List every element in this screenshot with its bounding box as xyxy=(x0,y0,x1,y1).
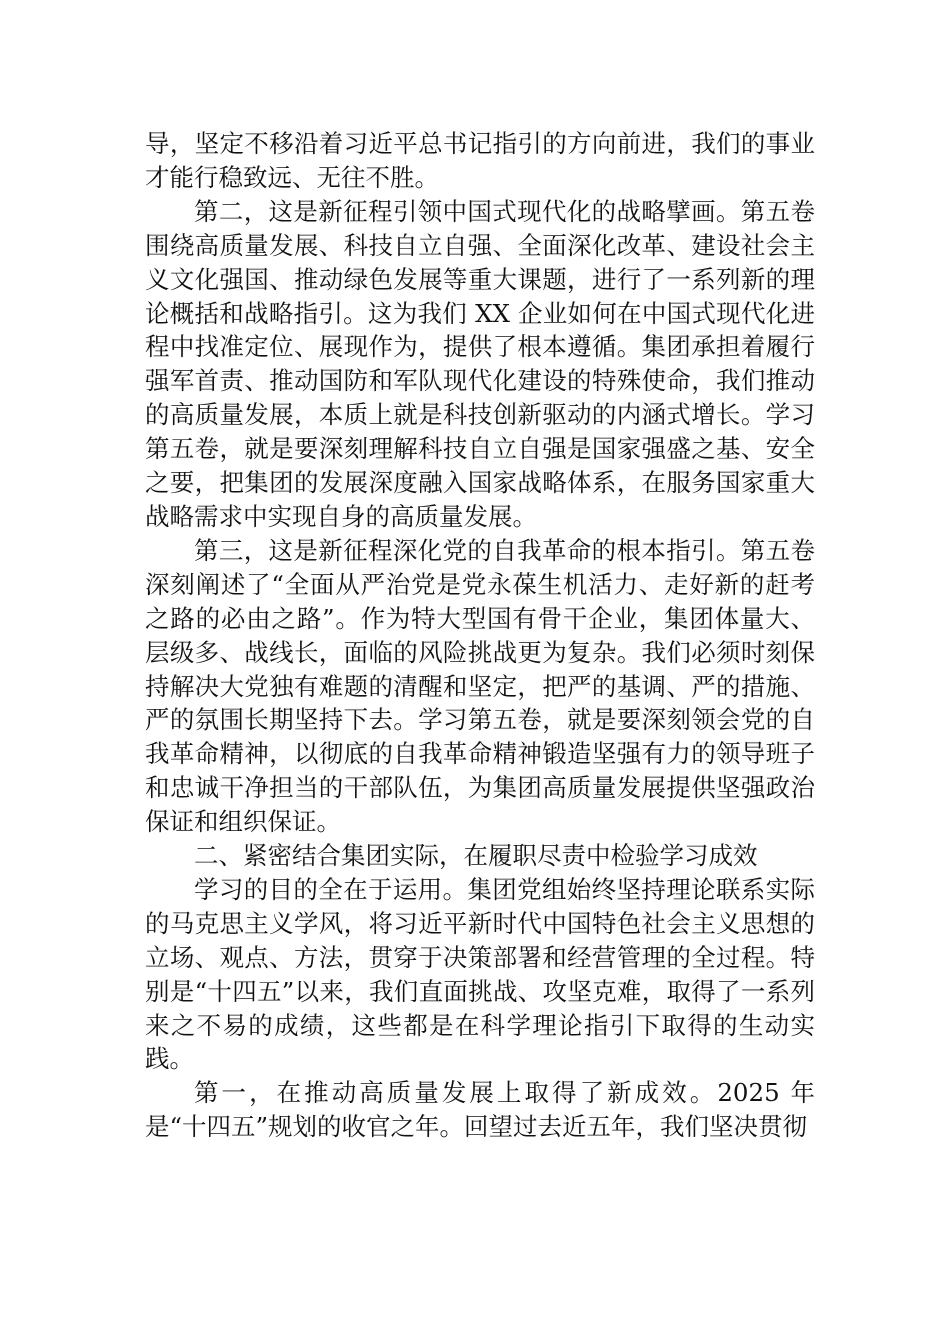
paragraph-first-achievement: 第一，在推动高质量发展上取得了新成效。2025 年是“十四五”规划的收官之年。回望过去近五年，我们坚决贯彻 xyxy=(145,1078,815,1142)
paragraph-continuation: 导，坚定不移沿着习近平总书记指引的方向前进，我们的事业才能行稳致远、无往不胜。 xyxy=(145,129,815,192)
section-heading: 二、紧密结合集团实际，在履职尽责中检验学习成效 xyxy=(194,841,758,871)
document-body xyxy=(145,127,815,1144)
paragraph-second-point: 第二，这是新征程引领中国式现代化的战略擘画。第五卷围绕高质量发展、科技自立自强、全面深化改革、建设社会主义文化强国、推动绿色发展等重大课题，进行了一系列新的理论概括和战略指引。这为我们 XX 企业如何在中国式现代化进程中找准定位、展现作为，提供了根本遵循。集团承担着履行强军首责、推动国防和军队现代化建设的特殊使命，我们推动的高质量发展，本质上就是科技创新驱动的内涵式增长。学习第五卷，就是要深刻理解科技自立自强是国家强盛之基、安全之要，把集团的发展深度融入国家战略体系，在服务国家重大战略需求中实现自身的高质量发展。 xyxy=(145,196,815,531)
paragraph-section-intro: 学习的目的全在于运用。集团党组始终坚持理论联系实际的马克思主义学风，将习近平新时代中国特色社会主义思想的立场、观点、方法，贯穿于决策部署和经营管理的全过程。特别是“十四五”以来，我们直面挑战、攻坚克难，取得了一系列来之不易的成绩，这些都是在科学理论指引下取得的生动实践。 xyxy=(145,874,815,1074)
paragraph-third-point: 第三，这是新征程深化党的自我革命的根本指引。第五卷深刻阐述了“全面从严治党是党永葆生机活力、走好新的赶考之路的必由之路”。作为特大型国有骨干企业，集团体量大、层级多、战线长，面临的风险挑战更为复杂。我们必须时刻保持解决大党独有难题的清醒和坚定，把严的基调、严的措施、严的氛围长期坚持下去。学习第五卷，就是要深刻领会党的自我革命精神，以彻底的自我革命精神锻造坚强有力的领导班子和忠诚干净担当的干部队伍，为集团高质量发展提供坚强政治保证和组织保证。 xyxy=(145,535,815,837)
